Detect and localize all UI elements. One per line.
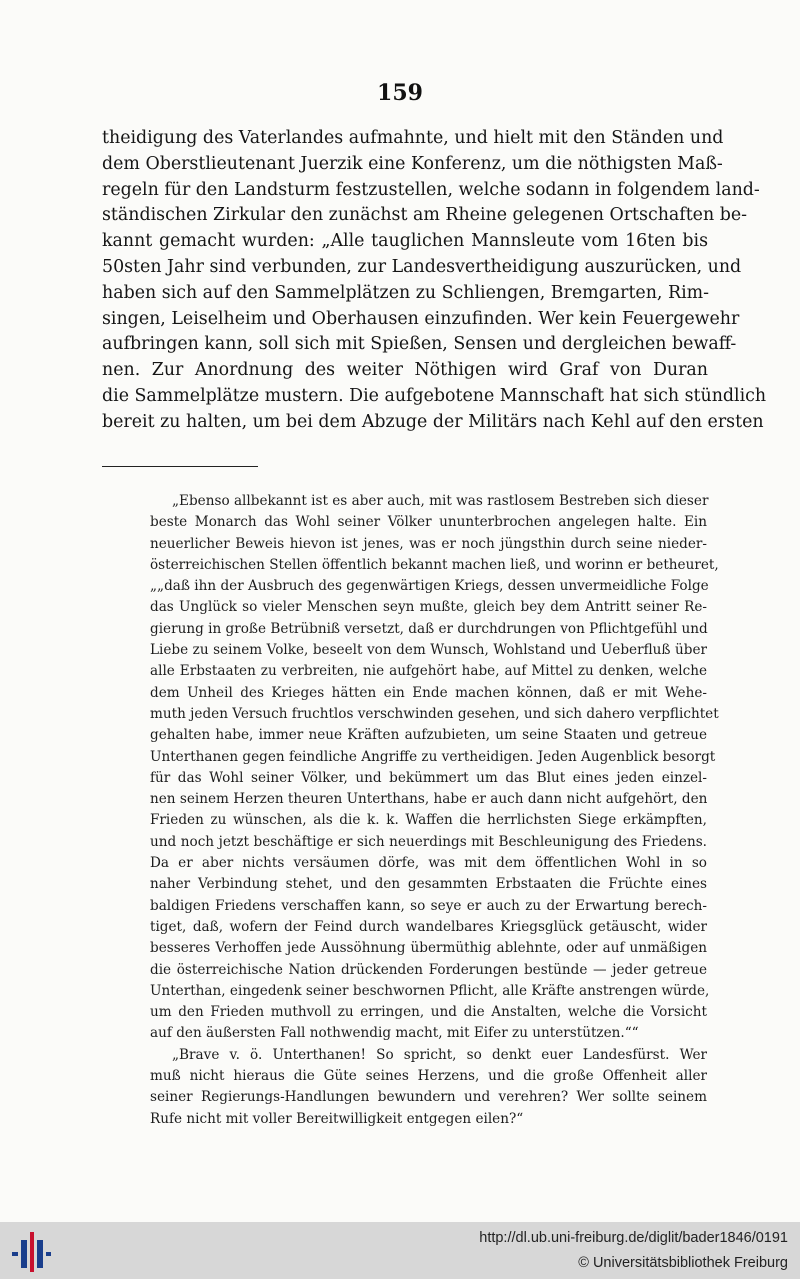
footnote-line: muß nicht hieraus die Güte seines Herzens, und die große Offenheit aller: [150, 1068, 707, 1085]
main-line: aufbringen kann, soll sich mit Spießen, Sensen und dergleichen bewaff-: [102, 334, 737, 355]
main-line: bereit zu halten, um bei dem Abzuge der Militärs nach Kehl auf den ersten: [102, 411, 764, 432]
footnote-line: Unterthanen gegen feindliche Angriffe zu vertheidigen. Jeden Augenblick besorgt: [150, 748, 716, 765]
main-line: dem Oberstlieutenant Juerzik eine Konferenz, um die nöthigsten Maß-: [102, 153, 723, 174]
footnote-line: österreichischen Stellen öffentlich bekannt machen ließ, und worinn er betheuret,: [150, 556, 719, 573]
footnote-line: gierung in große Betrübniß versetzt, daß er durchdrungen von Pflichtgefühl und: [150, 620, 708, 637]
main-line: ständischen Zirkular den zunächst am Rheine gelegenen Ortschaften be-: [102, 205, 748, 226]
main-line: 50sten Jahr sind verbunden, zur Landesvertheidigung auszurücken, und: [102, 256, 742, 277]
footnote-line: neuerlicher Beweis hievon ist jenes, was er noch jüngsthin durch seine nieder-: [150, 535, 707, 552]
permalink-url[interactable]: http://dl.ub.uni-freiburg.de/diglit/bader1846/0191: [479, 1230, 788, 1246]
footnote-line: baldigen Friedens verschaffen kann, so seye er auch zu der Erwartung berech-: [150, 897, 707, 914]
footnote: [150, 491, 719, 1130]
footnote-line: Unterthan, eingedenk seiner beschwornen Pflicht, alle Kräfte anstrengen würde,: [150, 982, 710, 999]
main-line: die Sammelplätze mustern. Die aufgebotene Mannschaft hat sich stündlich: [102, 385, 767, 406]
footnote-line: „„daß ihn der Ausbruch des gegenwärtigen Kriegs, dessen unvermeidliche Folge: [150, 578, 709, 595]
copyright-notice: © Universitätsbibliothek Freiburg: [578, 1255, 788, 1271]
footnote-line: die österreichische Nation drückenden Forderungen bestünde — jeder getreue: [150, 961, 707, 978]
footnote-line: seiner Regierungs-Handlungen bewundern und verehren? Wer sollte seinem: [150, 1089, 707, 1106]
footnote-line: naher Verbindung stehet, und den gesammten Erbstaaten die Früchte eines: [150, 876, 707, 893]
footer-bar: [0, 1222, 800, 1279]
footnote-line: alle Erbstaaten zu verbreiten, nie aufgehört habe, auf Mittel zu denken, welche: [150, 663, 707, 680]
footnote-line: muth jeden Versuch fruchtlos verschwinden gesehen, und sich dahero verpflichtet: [150, 705, 719, 722]
footnote-line: gehalten habe, immer neue Kräften aufzubieten, um seine Staaten und getreue: [150, 727, 707, 744]
footnote-line: tiget, daß, wofern der Feind durch wandelbares Kriegsglück getäuscht, wider: [150, 918, 707, 935]
main-text: [102, 126, 767, 436]
main-line: kannt gemacht wurden: „Alle tauglichen Mannsleute vom 16ten bis: [102, 231, 708, 252]
footnote-line: beste Monarch das Wohl seiner Völker ununterbrochen angelegen halte. Ein: [150, 514, 707, 531]
footnote-separator: [102, 466, 258, 467]
footnote-line: und noch jetzt beschäftige er sich neuerdings mit Beschleunigung des Friedens.: [150, 833, 707, 850]
footnote-line: besseres Verhoffen jede Aussöhnung übermüthig ablehnte, oder auf unmäßigen: [150, 940, 707, 957]
main-line: regeln für den Landsturm festzustellen, welche sodann in folgendem land-: [102, 179, 760, 200]
footnote-line: um den Frieden muthvoll zu erringen, und die Anstalten, welche die Vorsicht: [150, 1004, 707, 1021]
footnote-line: für das Wohl seiner Völker, und bekümmert um das Blut eines jeden einzel-: [150, 769, 707, 786]
footnote-line: „Brave v. ö. Unterthanen! So spricht, so denkt euer Landesfürst. Wer: [172, 1046, 707, 1063]
footnote-line: das Unglück so vieler Menschen seyn mußte, gleich bey dem Antritt seiner Re-: [150, 599, 707, 616]
library-logo-icon: [10, 1230, 52, 1274]
footnote-line: nen seinem Herzen theuren Unterthans, habe er auch dann nicht aufgehört, den: [150, 791, 708, 808]
footnote-line: „Ebenso allbekannt ist es aber auch, mit was rastlosem Bestreben sich dieser: [172, 493, 709, 509]
main-line: haben sich auf den Sammelplätzen zu Schliengen, Bremgarten, Rim-: [102, 282, 709, 303]
main-line: singen, Leiselheim und Oberhausen einzufinden. Wer kein Feuergewehr: [102, 308, 740, 329]
footnote-line: auf den äußersten Fall nothwendig macht, mit Eifer zu unterstützen.““: [150, 1025, 639, 1042]
page-number: 159: [377, 80, 423, 106]
main-line: nen. Zur Anordnung des weiter Nöthigen wird Graf von Duran: [102, 360, 708, 381]
footnote-line: Da er aber nichts versäumen dörfe, was mit dem öffentlichen Wohl in so: [150, 855, 707, 872]
footnote-line: Rufe nicht mit voller Bereitwilligkeit entgegen eilen?“: [150, 1110, 524, 1127]
main-line: theidigung des Vaterlandes aufmahnte, und hielt mit den Ständen und: [102, 128, 724, 148]
footnote-line: Frieden zu wünschen, als die k. k. Waffen die herrlichsten Siege erkämpften,: [150, 812, 707, 829]
footnote-line: Liebe zu seinem Volke, beseelt von dem Wunsch, Wohlstand und Ueberfluß über: [150, 642, 707, 659]
footnote-line: dem Unheil des Krieges hätten ein Ende machen können, daß er mit Wehe-: [150, 684, 707, 701]
